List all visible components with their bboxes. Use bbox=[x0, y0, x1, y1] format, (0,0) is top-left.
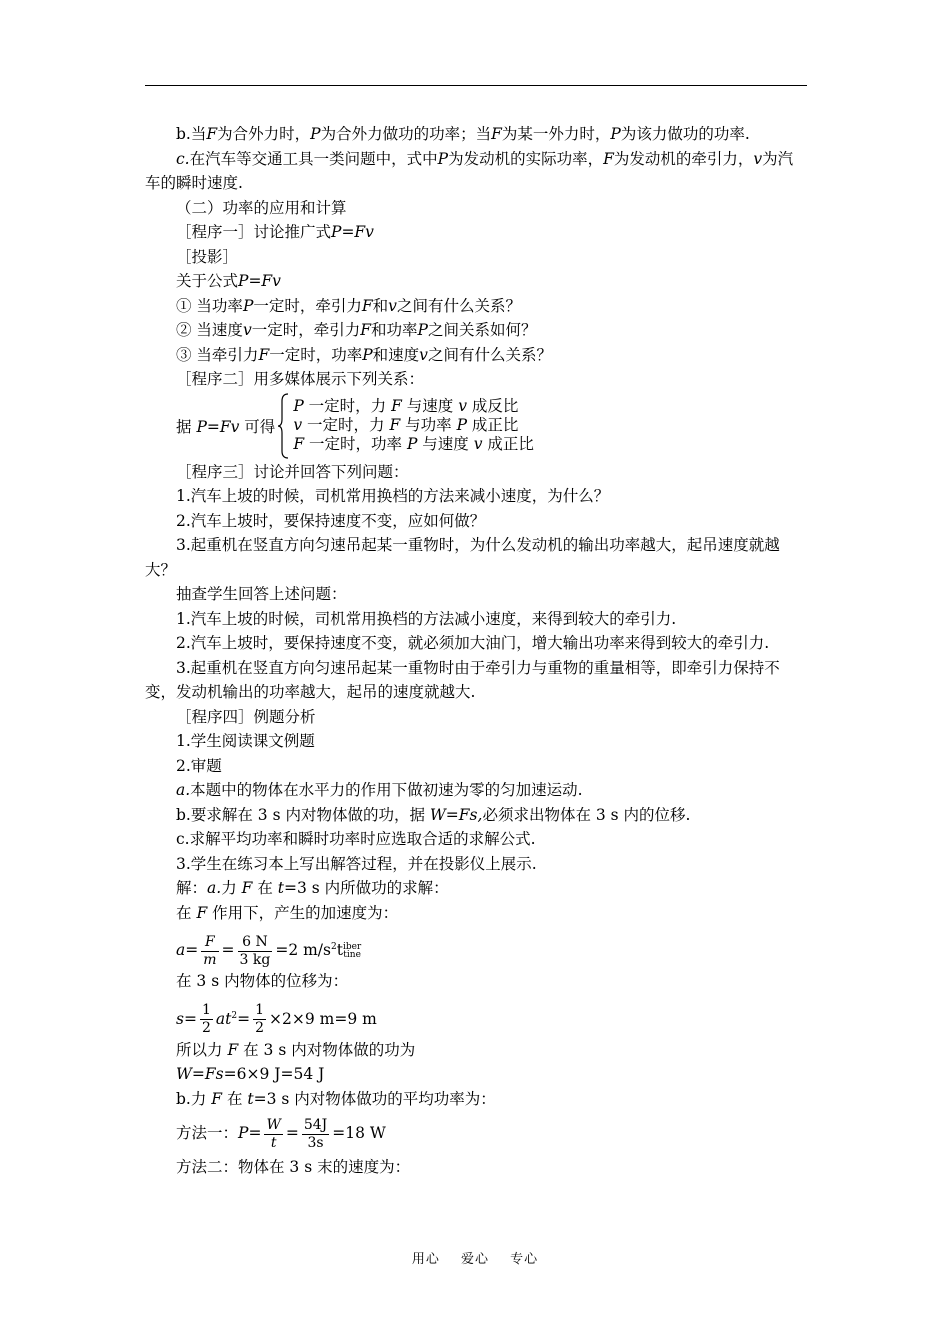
step-read: 1.学生阅读课文例题 bbox=[176, 732, 315, 750]
page-footer bbox=[0, 1248, 950, 1267]
review-c: c.求解平均功率和瞬时功率时应选取合适的求解公式. bbox=[176, 830, 536, 848]
paragraph-c: c.在汽车等交通工具一类问题中，式中P为发动机的实际功率，F为发动机的牵引力，v为汽车的瞬时速度. bbox=[145, 149, 794, 192]
relation-item: v 一定时，力 F 与功率 P 成正比 bbox=[293, 416, 519, 434]
solution-a-heading: 解：a.力 F 在 t=3 s 内所做功的求解： bbox=[176, 879, 449, 897]
program-two: ［程序二］用多媒体展示下列关系： bbox=[176, 370, 425, 388]
work-intro: 所以力 F 在 3 s 内对物体做的功为 bbox=[176, 1040, 416, 1059]
header-rule bbox=[145, 85, 807, 86]
footer-text: 爱心 bbox=[460, 1252, 489, 1267]
left-brace-icon bbox=[277, 393, 289, 459]
program-four: ［程序四］例题分析 bbox=[176, 707, 316, 726]
question-1: ① 当功率P一定时，牵引力F和v之间有什么关系？ bbox=[176, 296, 521, 315]
footer-text: 专心 bbox=[510, 1252, 539, 1267]
formula-intro: 关于公式P=Fv bbox=[176, 272, 281, 290]
stray-subscript: iber tine bbox=[342, 942, 362, 961]
fraction: $\frac{54J}{3s}$ bbox=[303, 1116, 328, 1151]
answer-2: 2.汽车上坡时，要保持速度不变，就必须加大油门，增大输出功率来得到较大的牵引力. bbox=[176, 634, 770, 652]
step-review: 2.审题 bbox=[176, 756, 222, 775]
solution-b-heading: b.力 F 在 t=3 s 内对物体做功的平均功率为： bbox=[176, 1089, 496, 1108]
method-two: 方法二：物体在 3 s 末的速度为： bbox=[176, 1158, 411, 1176]
fraction: $\frac{1}{2}$ bbox=[255, 1002, 265, 1037]
brace-items bbox=[293, 397, 534, 454]
fraction: $\frac{1}{2}$ bbox=[201, 1002, 211, 1037]
paragraph-b: b.当F为合外力时，P为合外力做功的功率；当F为某一外力时，P为该力做功的功率. bbox=[176, 125, 750, 143]
program-one: ［程序一］讨论推广式P=Fv bbox=[176, 223, 374, 241]
relation-item: P 一定时，力 F 与速度 v 成反比 bbox=[293, 397, 519, 415]
acceleration-intro: 在 F 作用下，产生的加速度为： bbox=[176, 903, 399, 922]
equation-displacement: s= $\frac{1}{2}$ $at^2=$ $\frac{1}{2}$ ×2×9 m=9 m bbox=[176, 1002, 377, 1037]
fraction: $\frac{F}{m}$ bbox=[203, 933, 217, 968]
answers-intro: 抽查学生回答上述问题： bbox=[176, 585, 347, 603]
discussion-q3: 3.起重机在竖直方向匀速吊起某一重物时，为什么发动机的输出功率越大，起吊速度就越大？ bbox=[145, 536, 780, 579]
question-3: ③ 当牵引力F一定时，功率P和速度v之间有什么关系？ bbox=[176, 345, 552, 364]
fraction: $\frac{W}{t}$ bbox=[266, 1116, 281, 1151]
answer-3: 3.起重机在竖直方向匀速吊起某一重物时由于牵引力与重物的重量相等，即牵引力保持不变，发动机输出的功率越大，起吊的速度就越大. bbox=[145, 658, 780, 701]
brace-lead: 据 P=Fv 可得 bbox=[176, 417, 276, 436]
equation-average-power: 方法一：P= $\frac{W}{t}$ = $\frac{54J}{3s}$ =18 W bbox=[176, 1116, 386, 1151]
work-equation: W=Fs=6×9 J=54 J bbox=[176, 1065, 325, 1083]
projection-label: ［投影］ bbox=[176, 247, 239, 266]
step-write: 3.学生在练习本上写出解答过程，并在投影仪上展示. bbox=[176, 854, 537, 873]
equation-acceleration: a= $\frac{F}{m}$ = $\frac{6 N}{3 kg}$ =2 $m/s^2t$ iber tine bbox=[176, 933, 362, 968]
displacement-intro: 在 3 s 内物体的位移为： bbox=[176, 972, 349, 990]
section-heading: （二）功率的应用和计算 bbox=[176, 198, 347, 217]
footer-text: 用心 bbox=[411, 1252, 440, 1267]
discussion-q2: 2.汽车上坡时，要保持速度不变，应如何做？ bbox=[176, 511, 486, 530]
review-a: a.本题中的物体在水平力的作用下做初速为零的匀加速运动. bbox=[176, 781, 583, 799]
program-three: ［程序三］讨论并回答下列问题： bbox=[176, 462, 409, 481]
document-body bbox=[145, 122, 807, 1180]
discussion-q1: 1.汽车上坡的时候，司机常用换档的方法来减小速度，为什么？ bbox=[176, 487, 610, 505]
fraction: $\frac{6 N}{3 kg}$ bbox=[239, 933, 271, 968]
question-2: ② 当速度v一定时，牵引力F和功率P之间关系如何？ bbox=[176, 321, 537, 339]
relation-brace-block bbox=[145, 392, 807, 460]
review-b: b.要求解在 3 s 内对物体做的功，据 W=Fs,必须求出物体在 3 s 内的位移. bbox=[176, 805, 691, 824]
answer-1: 1.汽车上坡的时候，司机常用换档的方法减小速度，来得到较大的牵引力. bbox=[176, 609, 677, 628]
relation-item: F 一定时，功率 P 与速度 v 成正比 bbox=[293, 435, 534, 453]
